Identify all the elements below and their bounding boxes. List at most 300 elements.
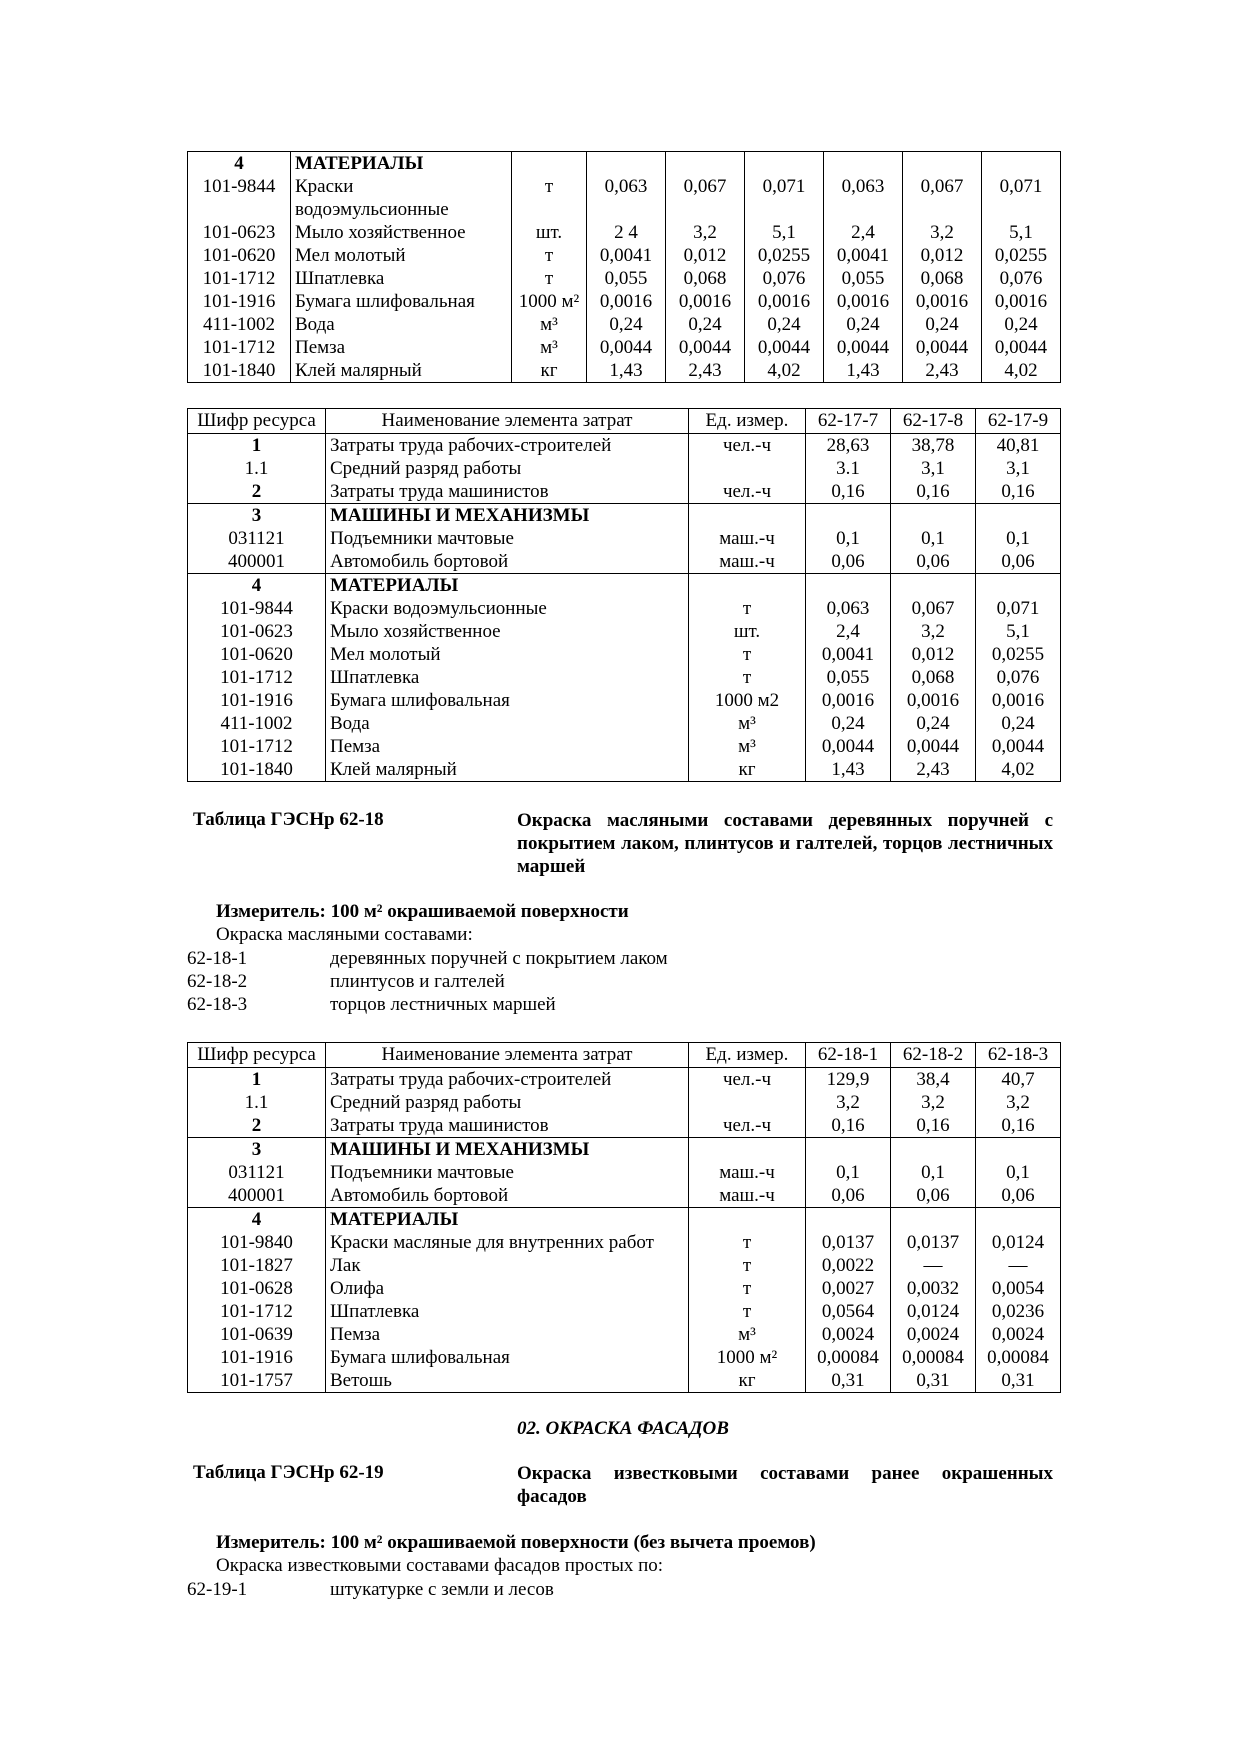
resource-code: 2: [188, 480, 326, 504]
resource-value: [903, 152, 982, 176]
table-row: [188, 434, 1061, 458]
resource-name: Вода: [326, 712, 689, 735]
table-row: [188, 1300, 1061, 1323]
table-title-62-18: Окраска масляными составами деревянных поручней с покрытием лаком, плинтусов и галтелей, торцов лестничных маршей: [517, 810, 1053, 877]
resource-name: Ветошь: [326, 1369, 689, 1393]
table-row: [188, 1323, 1061, 1346]
resource-value: 0,24: [587, 313, 666, 336]
resource-value: 0,0236: [976, 1300, 1061, 1323]
resource-code: 400001: [188, 1184, 326, 1208]
resource-value: [976, 1138, 1061, 1162]
resource-value: 0,31: [976, 1369, 1061, 1393]
resource-value: —: [976, 1254, 1061, 1277]
resource-value: 0,0044: [587, 336, 666, 359]
resource-value: [891, 1208, 976, 1232]
resource-unit: т: [689, 1231, 806, 1254]
column-header: Ед. измер.: [689, 409, 806, 434]
resource-name: Клей малярный: [326, 758, 689, 782]
list-item: [187, 947, 668, 970]
resource-name: Шпатлевка: [326, 1300, 689, 1323]
resource-unit: [689, 1208, 806, 1232]
resource-value: 0,068: [891, 666, 976, 689]
intro-62-19: Окраска известковыми составами фасадов простых по:: [216, 1555, 664, 1576]
resource-code: 3: [188, 1138, 326, 1162]
resource-name: Мел молотый: [326, 643, 689, 666]
resource-value: 0,06: [891, 550, 976, 574]
resource-code: 101-0628: [188, 1277, 326, 1300]
resource-value: 38,78: [891, 434, 976, 458]
resource-unit: т: [512, 244, 587, 267]
resource-code: 101-1712: [188, 1300, 326, 1323]
resource-value: 38,4: [891, 1068, 976, 1092]
resource-value: 1,43: [806, 758, 891, 782]
resource-code: 101-1840: [188, 359, 291, 383]
resource-name: Средний разряд работы: [326, 1091, 689, 1114]
resource-value: 0,16: [976, 480, 1061, 504]
resource-code: 101-0620: [188, 244, 291, 267]
intro-62-18: Окраска масляными составами:: [216, 924, 473, 945]
resource-value: 0,0255: [745, 244, 824, 267]
resource-value: 2 4: [587, 221, 666, 244]
resource-code: 2: [188, 1114, 326, 1138]
resource-value: 0,16: [891, 1114, 976, 1138]
resource-name: Пемза: [326, 735, 689, 758]
resource-value: [587, 152, 666, 176]
resource-value: 3,2: [976, 1091, 1061, 1114]
resource-value: 0,0044: [982, 336, 1061, 359]
resource-value: 0,067: [666, 175, 745, 221]
table-row: [188, 1369, 1061, 1393]
resource-value: 0,1: [976, 1161, 1061, 1184]
resource-name: МАШИНЫ И МЕХАНИЗМЫ: [326, 504, 689, 528]
resource-name: Вода: [291, 313, 512, 336]
resource-code: 101-0620: [188, 643, 326, 666]
resource-value: 0,012: [903, 244, 982, 267]
table-row: [188, 336, 1061, 359]
resource-value: 0,063: [824, 175, 903, 221]
resource-value: 5,1: [976, 620, 1061, 643]
resource-name: Олифа: [326, 1277, 689, 1300]
measure-text: Измеритель: 100 м² окрашиваемой поверхности (без вычета проемов): [216, 1532, 816, 1553]
resource-unit: 1000 м2: [689, 689, 806, 712]
resource-unit: чел.-ч: [689, 1068, 806, 1092]
resource-value: 28,63: [806, 434, 891, 458]
resource-value: 0,063: [587, 175, 666, 221]
resource-value: [666, 152, 745, 176]
resource-name: МАТЕРИАЛЫ: [326, 574, 689, 598]
measure-62-18: [216, 901, 629, 923]
column-header: Шифр ресурса: [188, 1043, 326, 1068]
resource-value: 0,1: [806, 1161, 891, 1184]
resource-value: 0,00084: [806, 1346, 891, 1369]
resource-value: 0,068: [666, 267, 745, 290]
resource-code: 4: [188, 1208, 326, 1232]
resource-value: 0,0255: [982, 244, 1061, 267]
resource-value: 0,055: [806, 666, 891, 689]
table-row: [188, 480, 1061, 504]
resource-name: Клей малярный: [291, 359, 512, 383]
resource-code: 101-1712: [188, 336, 291, 359]
resource-unit: м³: [512, 313, 587, 336]
resource-value: 0,071: [982, 175, 1061, 221]
resource-code: 4: [188, 152, 291, 176]
table-row: [188, 1277, 1061, 1300]
resource-unit: т: [512, 267, 587, 290]
table-row: [188, 359, 1061, 383]
resource-code: 101-1712: [188, 735, 326, 758]
resource-value: 0,071: [976, 597, 1061, 620]
resource-value: 4,02: [745, 359, 824, 383]
resource-value: 3,1: [891, 457, 976, 480]
resource-unit: шт.: [512, 221, 587, 244]
column-header: 62-18-2: [891, 1043, 976, 1068]
resource-name: Подъемники мачтовые: [326, 1161, 689, 1184]
resource-value: 0,24: [824, 313, 903, 336]
resource-value: 5,1: [982, 221, 1061, 244]
column-header: Ед. измер.: [689, 1043, 806, 1068]
resource-unit: [689, 457, 806, 480]
resource-value: 3.1: [806, 457, 891, 480]
resource-value: 0,0016: [824, 290, 903, 313]
resource-value: 3,2: [806, 1091, 891, 1114]
resource-unit: маш.-ч: [689, 550, 806, 574]
work-code: 62-19-1: [187, 1579, 248, 1600]
resource-unit: м³: [689, 735, 806, 758]
table-row: [188, 221, 1061, 244]
resource-unit: м³: [512, 336, 587, 359]
work-list-62-19: [187, 1578, 554, 1601]
resource-value: 0,067: [891, 597, 976, 620]
resource-value: 4,02: [982, 359, 1061, 383]
resource-code: 101-1840: [188, 758, 326, 782]
resource-value: 0,00084: [891, 1346, 976, 1369]
resource-value: [806, 1208, 891, 1232]
resource-value: 0,0124: [976, 1231, 1061, 1254]
resource-value: 3,2: [891, 1091, 976, 1114]
column-header: Наименование элемента затрат: [326, 409, 689, 434]
resource-name: Бумага шлифовальная: [326, 1346, 689, 1369]
table-row: [188, 712, 1061, 735]
resource-value: 0,00084: [976, 1346, 1061, 1369]
resource-unit: [512, 152, 587, 176]
resource-value: 0,16: [891, 480, 976, 504]
resource-value: [891, 504, 976, 528]
resource-code: 101-1757: [188, 1369, 326, 1393]
resource-value: 0,24: [745, 313, 824, 336]
table-row: [188, 1114, 1061, 1138]
resource-unit: [689, 574, 806, 598]
table-row: [188, 643, 1061, 666]
resource-value: [976, 1208, 1061, 1232]
table-row: [188, 527, 1061, 550]
resource-value: 40,81: [976, 434, 1061, 458]
resource-name: Пемза: [326, 1323, 689, 1346]
resource-value: [824, 152, 903, 176]
resource-unit: т: [689, 1277, 806, 1300]
column-header: 62-17-8: [891, 409, 976, 434]
resource-value: 0,0044: [666, 336, 745, 359]
resource-value: 0,0027: [806, 1277, 891, 1300]
resource-name: Подъемники мачтовые: [326, 527, 689, 550]
resource-value: 0,067: [903, 175, 982, 221]
resource-value: 3,1: [976, 457, 1061, 480]
resource-value: 0,16: [806, 480, 891, 504]
resource-unit: чел.-ч: [689, 434, 806, 458]
resource-value: 0,0124: [891, 1300, 976, 1323]
resource-value: 0,071: [745, 175, 824, 221]
resource-value: 0,0016: [903, 290, 982, 313]
resource-unit: чел.-ч: [689, 1114, 806, 1138]
work-code: 62-18-2: [187, 971, 248, 992]
resource-name: Затраты труда машинистов: [326, 480, 689, 504]
resource-value: 0,06: [891, 1184, 976, 1208]
resource-value: [806, 1138, 891, 1162]
resource-code: 031121: [188, 1161, 326, 1184]
resource-name: Краски водоэмульсионные: [291, 175, 512, 221]
column-header: Наименование элемента затрат: [326, 1043, 689, 1068]
table-row: [188, 620, 1061, 643]
resource-unit: 1000 м²: [512, 290, 587, 313]
resource-value: 2,4: [824, 221, 903, 244]
resource-unit: [689, 1091, 806, 1114]
materials-table-62-17-part1: [187, 151, 1061, 383]
table-row: [188, 1231, 1061, 1254]
resource-value: [806, 504, 891, 528]
resource-value: 0,076: [982, 267, 1061, 290]
resource-code: 101-9844: [188, 597, 326, 620]
resource-value: 0,24: [976, 712, 1061, 735]
resource-name: Бумага шлифовальная: [291, 290, 512, 313]
resource-code: 101-1916: [188, 1346, 326, 1369]
resource-value: 0,1: [806, 527, 891, 550]
resource-value: 0,012: [666, 244, 745, 267]
resource-unit: т: [689, 643, 806, 666]
resource-unit: м³: [689, 1323, 806, 1346]
resource-value: 0,0044: [976, 735, 1061, 758]
resource-name: Пемза: [291, 336, 512, 359]
resource-value: 0,31: [806, 1369, 891, 1393]
resource-code: 1.1: [188, 1091, 326, 1114]
resource-value: 0,06: [806, 550, 891, 574]
list-item: [187, 970, 668, 993]
resource-code: 101-1712: [188, 267, 291, 290]
table-row: [188, 666, 1061, 689]
table-row: [188, 597, 1061, 620]
resource-unit: маш.-ч: [689, 527, 806, 550]
work-code: 62-18-1: [187, 948, 248, 969]
table-row: [188, 574, 1061, 598]
resource-value: 0,0016: [666, 290, 745, 313]
resource-value: [806, 574, 891, 598]
resource-name: МАШИНЫ И МЕХАНИЗМЫ: [326, 1138, 689, 1162]
resource-code: 411-1002: [188, 712, 326, 735]
resource-value: 3,2: [903, 221, 982, 244]
resource-unit: шт.: [689, 620, 806, 643]
resource-code: 1: [188, 434, 326, 458]
resource-value: [976, 504, 1061, 528]
work-description: деревянных поручней с покрытием лаком: [330, 948, 668, 969]
table-row: [188, 290, 1061, 313]
table-row: [188, 1208, 1061, 1232]
resource-value: 0,076: [976, 666, 1061, 689]
resource-unit: т: [689, 597, 806, 620]
resource-code: 101-0639: [188, 1323, 326, 1346]
resource-value: 0,068: [903, 267, 982, 290]
resource-value: [976, 574, 1061, 598]
resource-value: 0,0016: [806, 689, 891, 712]
table-row: [188, 244, 1061, 267]
section-title-02: 02. ОКРАСКА ФАСАДОВ: [517, 1418, 729, 1439]
resource-value: 2,43: [891, 758, 976, 782]
resource-unit: чел.-ч: [689, 480, 806, 504]
resource-value: 3,2: [891, 620, 976, 643]
resource-value: 0,1: [891, 1161, 976, 1184]
column-header: Шифр ресурса: [188, 409, 326, 434]
column-header: 62-17-7: [806, 409, 891, 434]
table-row: [188, 1184, 1061, 1208]
resource-value: 0,0016: [976, 689, 1061, 712]
resource-value: 0,0044: [824, 336, 903, 359]
resource-value: 0,055: [824, 267, 903, 290]
resource-name: Шпатлевка: [326, 666, 689, 689]
work-description: плинтусов и галтелей: [330, 971, 505, 992]
resource-value: 1,43: [824, 359, 903, 383]
resource-value: 5,1: [745, 221, 824, 244]
resource-name: МАТЕРИАЛЫ: [291, 152, 512, 176]
table-row: [188, 175, 1061, 221]
table-row: [188, 313, 1061, 336]
resource-code: 3: [188, 504, 326, 528]
resource-value: —: [891, 1254, 976, 1277]
resource-value: [982, 152, 1061, 176]
resource-value: 0,16: [806, 1114, 891, 1138]
table-row: [188, 1161, 1061, 1184]
work-code: 62-18-3: [187, 994, 248, 1015]
resource-value: 0,0016: [587, 290, 666, 313]
resource-name: Мыло хозяйственное: [291, 221, 512, 244]
table-row: [188, 267, 1061, 290]
table-row: [188, 689, 1061, 712]
resource-value: 0,1: [976, 527, 1061, 550]
resource-code: 101-9844: [188, 175, 291, 221]
resource-value: 0,0255: [976, 643, 1061, 666]
resource-value: 1,43: [587, 359, 666, 383]
measure-62-19: [216, 1532, 816, 1554]
resource-value: 2,43: [903, 359, 982, 383]
resource-value: 0,0016: [745, 290, 824, 313]
resource-name: Затраты труда машинистов: [326, 1114, 689, 1138]
resource-value: 0,1: [891, 527, 976, 550]
list-item: [187, 1578, 554, 1601]
resource-value: 0,0041: [806, 643, 891, 666]
resource-code: 1.1: [188, 457, 326, 480]
resource-unit: маш.-ч: [689, 1184, 806, 1208]
resource-unit: кг: [689, 758, 806, 782]
resource-unit: [689, 504, 806, 528]
resource-name: Шпатлевка: [291, 267, 512, 290]
column-header: 62-17-9: [976, 409, 1061, 434]
column-header: 62-18-1: [806, 1043, 891, 1068]
resource-value: 0,0041: [824, 244, 903, 267]
resource-value: 129,9: [806, 1068, 891, 1092]
resource-name: Мел молотый: [291, 244, 512, 267]
resource-value: 0,0137: [806, 1231, 891, 1254]
resource-value: 0,0054: [976, 1277, 1061, 1300]
column-header: 62-18-3: [976, 1043, 1061, 1068]
resource-unit: [689, 1138, 806, 1162]
resource-value: 0,0024: [976, 1323, 1061, 1346]
resource-value: 0,0016: [982, 290, 1061, 313]
resource-code: 101-1916: [188, 689, 326, 712]
resource-value: 0,0044: [891, 735, 976, 758]
resource-code: 101-0623: [188, 221, 291, 244]
table-row: [188, 550, 1061, 574]
resource-value: 0,24: [903, 313, 982, 336]
table-label-62-19: Таблица ГЭСНр 62-19: [193, 1462, 384, 1483]
table-row: [188, 457, 1061, 480]
resource-value: 0,055: [587, 267, 666, 290]
resource-name: Средний разряд работы: [326, 457, 689, 480]
resource-unit: кг: [689, 1369, 806, 1393]
resource-name: Затраты труда рабочих-строителей: [326, 434, 689, 458]
resource-name: Автомобиль бортовой: [326, 1184, 689, 1208]
table-row: [188, 735, 1061, 758]
resource-value: 0,24: [982, 313, 1061, 336]
resource-value: [745, 152, 824, 176]
resource-value: 4,02: [976, 758, 1061, 782]
table-row: [188, 1068, 1061, 1092]
resource-code: 4: [188, 574, 326, 598]
resource-value: 40,7: [976, 1068, 1061, 1092]
resource-unit: т: [689, 1254, 806, 1277]
resource-value: 0,0564: [806, 1300, 891, 1323]
resource-value: 0,012: [891, 643, 976, 666]
resource-value: 0,0032: [891, 1277, 976, 1300]
resource-value: 0,076: [745, 267, 824, 290]
resource-value: 0,0044: [745, 336, 824, 359]
resource-code: 101-1916: [188, 290, 291, 313]
table-row: [188, 1138, 1061, 1162]
resource-code: 411-1002: [188, 313, 291, 336]
resource-code: 400001: [188, 550, 326, 574]
resource-value: 0,06: [806, 1184, 891, 1208]
list-item: [187, 993, 668, 1016]
resource-value: 0,24: [891, 712, 976, 735]
resource-code: 1: [188, 1068, 326, 1092]
table-row: [188, 504, 1061, 528]
resource-value: 0,24: [666, 313, 745, 336]
resource-value: 2,4: [806, 620, 891, 643]
resource-unit: т: [689, 1300, 806, 1323]
resource-table-62-17: [187, 408, 1061, 782]
resource-name: Краски водоэмульсионные: [326, 597, 689, 620]
resource-code: 101-1827: [188, 1254, 326, 1277]
table-row: [188, 1091, 1061, 1114]
table-row: [188, 152, 1061, 176]
resource-name: Автомобиль бортовой: [326, 550, 689, 574]
resource-value: 0,0016: [891, 689, 976, 712]
resource-name: Лак: [326, 1254, 689, 1277]
table-row: [188, 1346, 1061, 1369]
resource-unit: 1000 м²: [689, 1346, 806, 1369]
resource-value: 2,43: [666, 359, 745, 383]
measure-text: Измеритель: 100 м² окрашиваемой поверхности: [216, 901, 629, 922]
work-description: торцов лестничных маршей: [330, 994, 556, 1015]
resource-value: 0,063: [806, 597, 891, 620]
table-row: [188, 758, 1061, 782]
resource-code: 101-1712: [188, 666, 326, 689]
table-label-62-18: Таблица ГЭСНр 62-18: [193, 809, 384, 830]
